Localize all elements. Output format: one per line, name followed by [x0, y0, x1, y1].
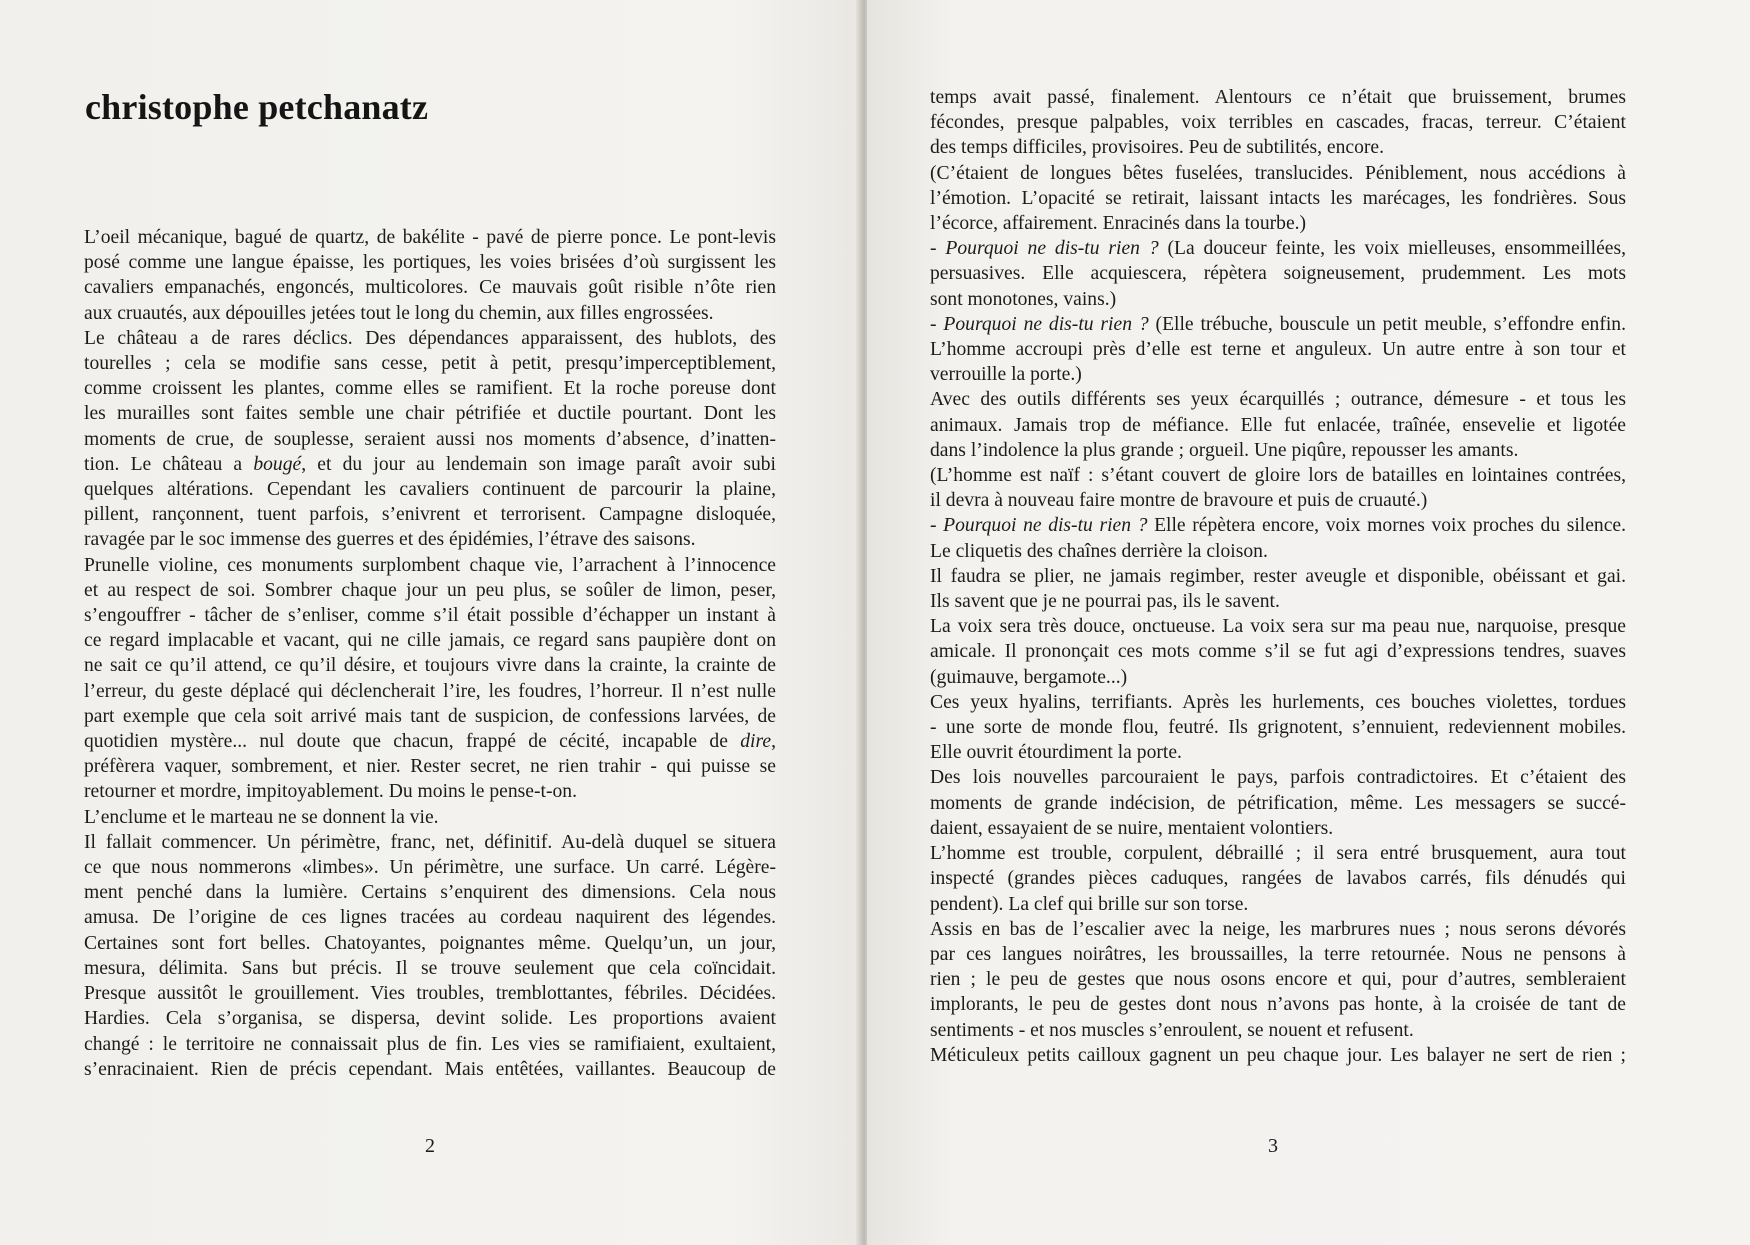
text-line: - Pourquoi ne dis-tu rien ? Elle répètera encore, voix mornes voix proches du silence.: [930, 515, 1627, 537]
page-number-left: 2: [425, 1135, 435, 1157]
text-line: quotidien mystère... nul doute que chacun, frappé de cécité, incapable de dire,: [84, 731, 776, 753]
text-line: cavaliers empanachés, engoncés, multicolores. Ce mauvais goût risible n’ôte rien: [84, 277, 776, 299]
text-line: pillent, rançonnent, tuent parfois, s’enivrent et terrorisent. Campagne disloquée,: [84, 504, 776, 526]
text-line: retourner et mordre, impitoyablement. Du moins le pense-t-on.: [84, 781, 577, 803]
text-line: mesura, délimita. Sans but précis. Il se trouve seulement que cela coïncidait.: [84, 957, 776, 979]
text-line: quelques altérations. Cependant les cavaliers continuent de parcourir la plaine,: [84, 479, 776, 501]
text-line: et au respect de soi. Sombrer chaque jour un peu plus, se soûler de limon, peser,: [84, 579, 776, 601]
text-line: verrouille la porte.): [930, 364, 1082, 386]
text-line: Des lois nouvelles parcouraient le pays, parfois contradictoires. Et c’étaient des: [930, 767, 1626, 789]
text-line: L’homme est trouble, corpulent, débraillé ; il sera entré brusquement, aura tout: [930, 843, 1626, 865]
text-line: moments de crue, de souplesse, seraient aussi nos moments d’absence, d’inatten-: [84, 428, 776, 450]
text-line: persuasives. Elle acquiescera, répètera soigneusement, prudemment. Les mots: [930, 263, 1626, 285]
text-line: ne sait ce qu’il attend, ce qu’il désire, et toujours vivre dans la crainte, la crainte de: [84, 655, 776, 677]
text-line: tourelles ; cela se modifie sans cesse, petit à petit, presqu’imperceptiblement,: [84, 353, 776, 375]
page-number-right: 3: [1268, 1135, 1278, 1157]
text-line: s’engouffrer - tâcher de s’enliser, comme s’il était possible d’échapper un instant à: [84, 605, 776, 627]
text-line: L’oeil mécanique, bagué de quartz, de bakélite - pavé de pierre ponce. Le pont-levis: [84, 227, 776, 248]
text-line: ce regard implacable et vacant, qui ne cille jamais, ce regard sans paupière dont on: [84, 630, 776, 652]
right-body-text: [930, 85, 1626, 1068]
text-line: (guimauve, bergamote...): [930, 666, 1128, 688]
left-page: [0, 0, 862, 1245]
text-line: Elle ouvrit étourdiment la porte.: [930, 742, 1182, 764]
text-line: Prunelle violine, ces monuments surplombent chaque vie, l’arrachent à l’innocence: [84, 554, 776, 576]
text-line: ce que nous nommerons «limbes». Un périmètre, une surface. Un carré. Légère-: [84, 857, 776, 879]
text-line: comme croissent les plantes, comme elles se ramifient. Et la roche poreuse dont: [84, 378, 776, 400]
text-line: Le cliquetis des chaînes derrière la cloison.: [930, 540, 1268, 562]
text-line: des temps difficiles, provisoires. Peu de subtilités, encore.: [930, 137, 1385, 159]
text-line: sont monotones, vains.): [930, 288, 1117, 310]
text-line: pendent). La clef qui brille sur son torse.: [930, 893, 1249, 915]
text-line: L’homme accroupi près d’elle est terne et anguleux. Un autre entre à son tour et: [930, 339, 1626, 361]
text-line: Assis en bas de l’escalier avec la neige, les marbrures nues ; nous serons dévorés: [930, 918, 1626, 940]
text-line: Il fallait commencer. Un périmètre, franc, net, définitif. Au-delà duquel se situera: [84, 831, 776, 853]
author-heading: christophe petchanatz: [85, 87, 429, 127]
text-line: part exemple que cela soit arrivé mais tant de suspicion, de confessions larvées, de: [84, 705, 776, 727]
left-body-text: [84, 225, 776, 1082]
text-line: rien ; le peu de gestes que nous osons encore et qui, pour d’autres, sembleraient: [930, 969, 1626, 991]
text-line: Il faudra se plier, ne jamais regimber, rester aveugle et disponible, obéissant et gai.: [930, 565, 1626, 587]
text-line: l’erreur, du geste déplacé qui déclencherait l’ire, les foudres, l’horreur. Il n’est nulle: [84, 680, 776, 702]
text-line: - Pourquoi ne dis-tu rien ? (La douceur feinte, les voix mielleuses, ensommeillées,: [930, 238, 1626, 260]
text-line: changé : le territoire ne connaissait plus de fin. Les vies se ramifiaient, exultaient,: [84, 1033, 776, 1055]
text-line: Avec des outils différents ses yeux écarquillés ; outrance, démesure - et tous les: [930, 389, 1626, 411]
text-line: (C’étaient de longues bêtes fuselées, translucides. Péniblement, nous accédions à: [930, 162, 1626, 184]
text-line: ravagée par le soc immense des guerres et des épidémies, l’étrave des saisons.: [84, 529, 696, 551]
text-line: daient, essayaient de se nuire, mentaient volontiers.: [930, 817, 1334, 839]
text-line: tion. Le château a bougé, et du jour au lendemain son image paraît avoir subi: [84, 453, 776, 475]
text-line: Certaines sont fort belles. Chatoyantes, poignantes même. Quelqu’un, un jour,: [84, 932, 776, 954]
text-line: Méticuleux petits cailloux gagnent un peu chaque jour. Les balayer ne sert de rien ;: [930, 1044, 1626, 1066]
text-line: préfèrera vaquer, sombrement, et nier. Rester secret, ne rien trahir - qui puisse se: [84, 756, 776, 778]
text-line: La voix sera très douce, onctueuse. La voix sera sur ma peau nue, narquoise, presque: [930, 616, 1626, 638]
text-line: l’émotion. L’opacité se retirait, laissant intacts les marécages, les fondrières. Sous: [930, 187, 1626, 209]
text-line: posé comme une langue épaisse, les portiques, les voies brisées d’où surgissent les: [84, 252, 776, 274]
text-line: - une sorte de monde flou, feutré. Ils grignotent, s’ennuient, redeviennent mobiles.: [930, 717, 1626, 739]
text-line: Ces yeux hyalins, terrifiants. Après les hurlements, ces bouches violettes, tordues: [930, 691, 1626, 713]
text-line: Presque aussitôt le grouillement. Vies troubles, tremblottantes, fébriles. Décidées.: [84, 983, 776, 1005]
text-line: (L’homme est naïf : s’étant couvert de gloire lors de batailles en lointaines contrées,: [930, 465, 1626, 487]
text-line: fécondes, presque palpables, voix terribles en cascades, fracas, terreur. C’étaient: [930, 112, 1626, 134]
text-line: L’enclume et le marteau ne se donnent la vie.: [84, 806, 439, 828]
text-line: dans l’indolence la plus grande ; orgueil. Une piqûre, repousser les amants.: [930, 439, 1519, 461]
text-line: s’enracinaient. Rien de précis cependant. Mais entêtées, vaillantes. Beaucoup de: [84, 1058, 776, 1080]
text-line: l’écorce, affairement. Enracinés dans la tourbe.): [930, 213, 1307, 235]
text-line: animaux. Jamais trop de méfiance. Elle fut enlacée, traînée, ensevelie et ligotée: [930, 414, 1626, 436]
text-line: ment penché dans la lumière. Certains s’enquirent des dimensions. Cela nous: [84, 882, 776, 904]
text-line: Hardies. Cela s’organisa, se dispersa, devint solide. Les proportions avaient: [84, 1008, 776, 1030]
text-line: moments de grande indécision, de pétrification, même. Les messagers se succé-: [930, 792, 1626, 814]
text-line: il devra à nouveau faire montre de bravoure et puis de cruauté.): [930, 490, 1428, 512]
text-line: par ces langues noirâtres, les broussailles, la terre retournée. Nous ne pensons à: [930, 943, 1626, 965]
text-line: Le château a de rares déclics. Des dépendances apparaissent, des hublots, des: [84, 327, 776, 349]
text-line: implorants, le peu de gestes dont nous n’avons pas honte, à la croisée de tant de: [930, 994, 1626, 1016]
text-line: - Pourquoi ne dis-tu rien ? (Elle trébuche, bouscule un petit meuble, s’effondre enfin.: [930, 313, 1626, 335]
text-line: amicale. Il prononçait ces mots comme s’il se fut agi d’expressions tendres, suaves: [930, 641, 1626, 663]
text-line: aux cruautés, aux dépouilles jetées tout le long du chemin, aux filles engrossées.: [84, 302, 714, 324]
text-line: amusa. De l’origine de ces lignes tracées au cordeau naquirent des légendes.: [84, 907, 776, 929]
text-line: sentiments - et nos muscles s’enroulent, se nouent et refusent.: [930, 1019, 1414, 1041]
text-line: Ils savent que je ne pourrai pas, ils le savent.: [930, 591, 1280, 613]
text-line: temps avait passé, finalement. Alentours ce n’était que bruissement, brumes: [930, 87, 1626, 108]
right-page: [867, 0, 1750, 1245]
text-line: inspecté (grandes pièces caduques, rangées de lavabos carrés, fils dénudés qui: [930, 868, 1626, 890]
text-line: les murailles sont faites semble une chair pétrifiée et ductile pourtant. Dont les: [84, 403, 776, 425]
